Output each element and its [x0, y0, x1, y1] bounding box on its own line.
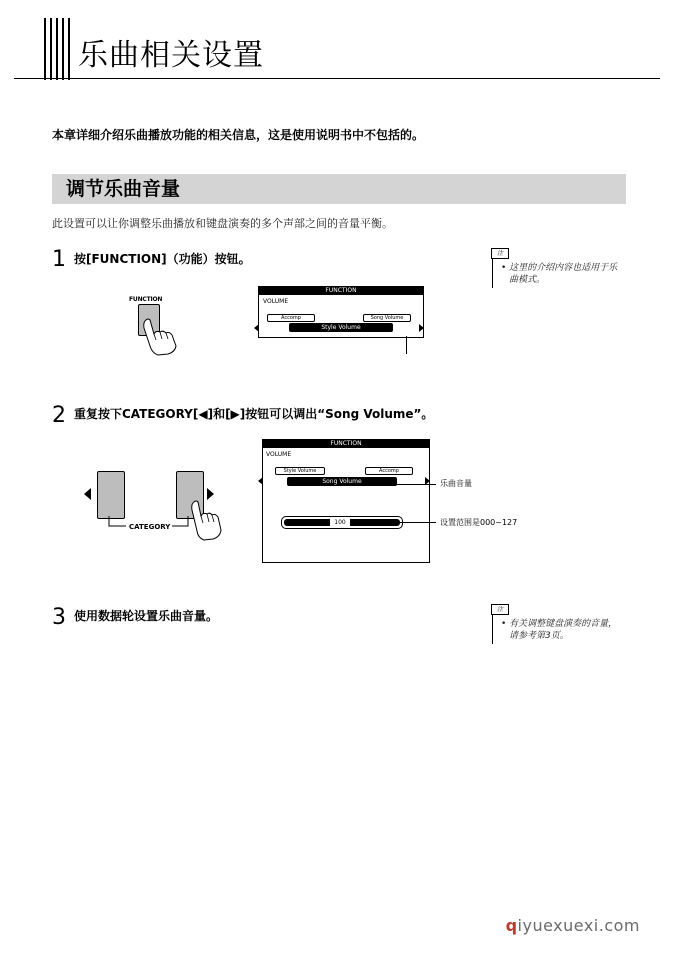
- step-number: 3: [52, 605, 66, 630]
- category-left-button[interactable]: [97, 471, 125, 519]
- note-badge: 注: [491, 248, 509, 259]
- lcd-header: FUNCTION: [263, 440, 429, 448]
- callout-song-volume: 乐曲音量: [440, 479, 472, 488]
- lcd-tab-left: Accomp: [267, 314, 315, 322]
- category-label: CATEGORY: [129, 523, 171, 531]
- note-line: 请参考第3页。: [509, 631, 569, 641]
- lcd-mode: VOLUME: [263, 298, 289, 305]
- note-line: • 这里的介绍内容也适用于乐: [501, 263, 618, 273]
- callout-line: [400, 522, 436, 523]
- callout-range: 设置范围是000~127: [440, 518, 518, 527]
- lcd-left-arrow-icon: [254, 324, 259, 332]
- section-title: 调节乐曲音量: [66, 178, 181, 200]
- step-text: 重复按下CATEGORY[◀]和[▶]按钮可以调出“Song Volume”。: [74, 407, 434, 421]
- function-button-label: FUNCTION: [129, 296, 163, 303]
- step-number: 2: [52, 403, 66, 428]
- category-right-arrow-icon: [207, 488, 214, 500]
- lcd-tab-left: Style Volume: [275, 467, 325, 475]
- note-text: [501, 618, 617, 642]
- note-badge: 注: [491, 604, 509, 615]
- lcd-volume-bar-frame: [281, 516, 403, 529]
- note-text: [501, 262, 617, 286]
- note-line: • 有关调整键盘演奏的音量，: [501, 619, 618, 629]
- lcd-selected-item: Style Volume: [289, 323, 393, 332]
- lcd-display: [258, 286, 424, 338]
- page-title: 乐曲相关设置: [78, 38, 264, 73]
- lcd-right-arrow-icon: [419, 324, 424, 332]
- callout-line: [406, 336, 407, 354]
- lcd-tab-right: Accomp: [365, 467, 413, 475]
- title-decoration-bars: [42, 18, 72, 80]
- lcd-display: [262, 439, 430, 563]
- pressing-hand-icon: [188, 500, 224, 542]
- lcd-selected-item: Song Volume: [287, 477, 397, 486]
- intro-text: 本章详细介绍乐曲播放功能的相关信息，这是使用说明书中不包括的。: [52, 128, 425, 142]
- lcd-header: FUNCTION: [259, 287, 423, 295]
- callout-line: [396, 484, 436, 485]
- section-description: 此设置可以让你调整乐曲播放和键盘演奏的多个声部之间的音量平衡。: [52, 217, 393, 230]
- lcd-left-arrow-icon: [258, 477, 263, 485]
- note-box: [492, 606, 633, 644]
- step-text: 使用数据轮设置乐曲音量。: [74, 609, 219, 623]
- pressing-hand-icon: [140, 318, 182, 356]
- note-box: [492, 250, 633, 288]
- step-text: 按[FUNCTION]（功能）按钮。: [74, 252, 251, 266]
- lcd-mode: VOLUME: [266, 451, 292, 458]
- note-line: 曲模式。: [509, 275, 546, 285]
- lcd-volume-value: 100: [330, 518, 350, 527]
- category-left-arrow-icon: [84, 488, 91, 500]
- watermark: qiyuexuexi.com: [505, 916, 640, 935]
- step-number: 1: [52, 247, 66, 272]
- lcd-tab-right: Song Volume: [363, 314, 411, 322]
- title-rule: [14, 78, 660, 79]
